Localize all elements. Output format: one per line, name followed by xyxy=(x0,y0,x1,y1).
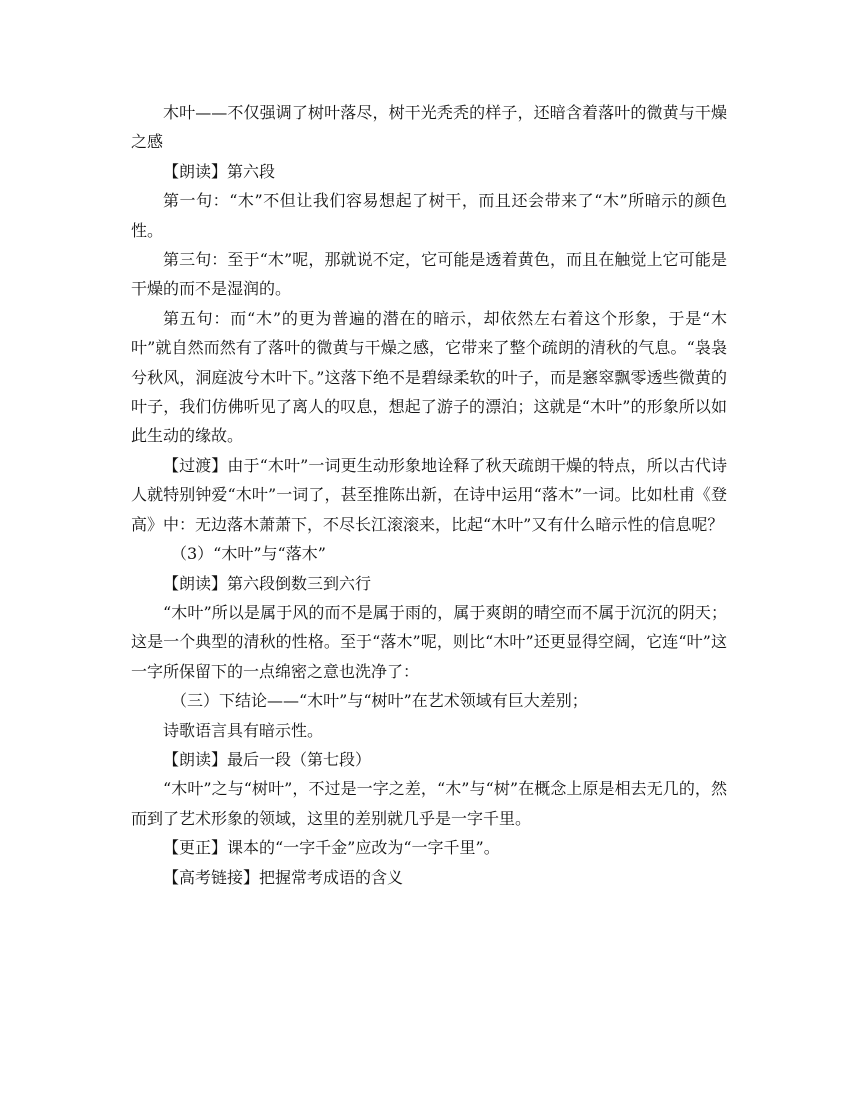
paragraph-read-6-lines: 【朗读】第六段倒数三到六行 xyxy=(163,573,372,593)
paragraph-sentence-3: 第三句：至于“木”呢，那就说不定，它可能是透着黄色，而且在触觉上它可能是干燥的而不是湿润的。 xyxy=(131,250,727,299)
paragraph-gaokao-link: 【高考链接】把握常考成语的含义 xyxy=(163,867,404,887)
paragraph-sentence-1: 第一句：“木”不但让我们容易想起了树干，而且还会带来了“木”所暗示的颜色性。 xyxy=(131,191,727,240)
document-body xyxy=(131,98,727,892)
paragraph-read-6: 【朗读】第六段 xyxy=(163,161,276,181)
paragraph-transition: 【过渡】由于“木叶”一词更生动形象地诠释了秋天疏朗干燥的特点，所以古代诗人就特别钟爱“木叶”一词了，甚至推陈出新，在诗中运用“落木”一词。比如杜甫《登高》中：无边落木萧萧下，不尽长江滚滚来，比起“木叶”又有什么暗示性的信息呢？ xyxy=(131,455,727,534)
paragraph-muye-summary: 木叶——不仅强调了树叶落尽，树干光秃秃的样子，还暗含着落叶的微黄与干燥之感 xyxy=(131,103,727,152)
paragraph-muye-wind: “木叶”所以是属于风的而不是属于雨的，属于爽朗的晴空而不属于沉沉的阴天；这是一个典型的清秋的性格。至于“落木”呢，则比“木叶”还更显得空阔，它连“叶”这一字所保留下的一点绵密之意也洗净了： xyxy=(131,602,727,681)
heading-muye-luomu: （3）“木叶”与“落木” xyxy=(171,544,326,564)
heading-conclusion: （三）下结论——“木叶”与“树叶”在艺术领域有巨大差别； xyxy=(171,691,588,711)
paragraph-poetry-language: 诗歌语言具有暗示性。 xyxy=(163,720,324,740)
paragraph-correction: 【更正】课本的“一字千金”应改为“一字千里”。 xyxy=(163,838,500,858)
paragraph-one-word-diff: “木叶”之与“树叶”，不过是一字之差，“木”与“树”在概念上原是相去无几的，然而到了艺术形象的领域，这里的差别就几乎是一字千里。 xyxy=(131,779,727,828)
paragraph-sentence-5: 第五句：而“木”的更为普遍的潜在的暗示，却依然左右着这个形象，于是“木叶”就自然而然有了落叶的微黄与干燥之感，它带来了整个疏朗的清秋的气息。“袅袅兮秋风，洞庭波兮木叶下。”这落下绝不是碧绿柔软的叶子，而是窸窣飘零透些微黄的叶子，我们仿佛听见了离人的叹息，想起了游子的漂泊；这就是“木叶”的形象所以如此生动的缘故。 xyxy=(131,308,727,446)
paragraph-read-last: 【朗读】最后一段（第七段） xyxy=(163,749,372,769)
